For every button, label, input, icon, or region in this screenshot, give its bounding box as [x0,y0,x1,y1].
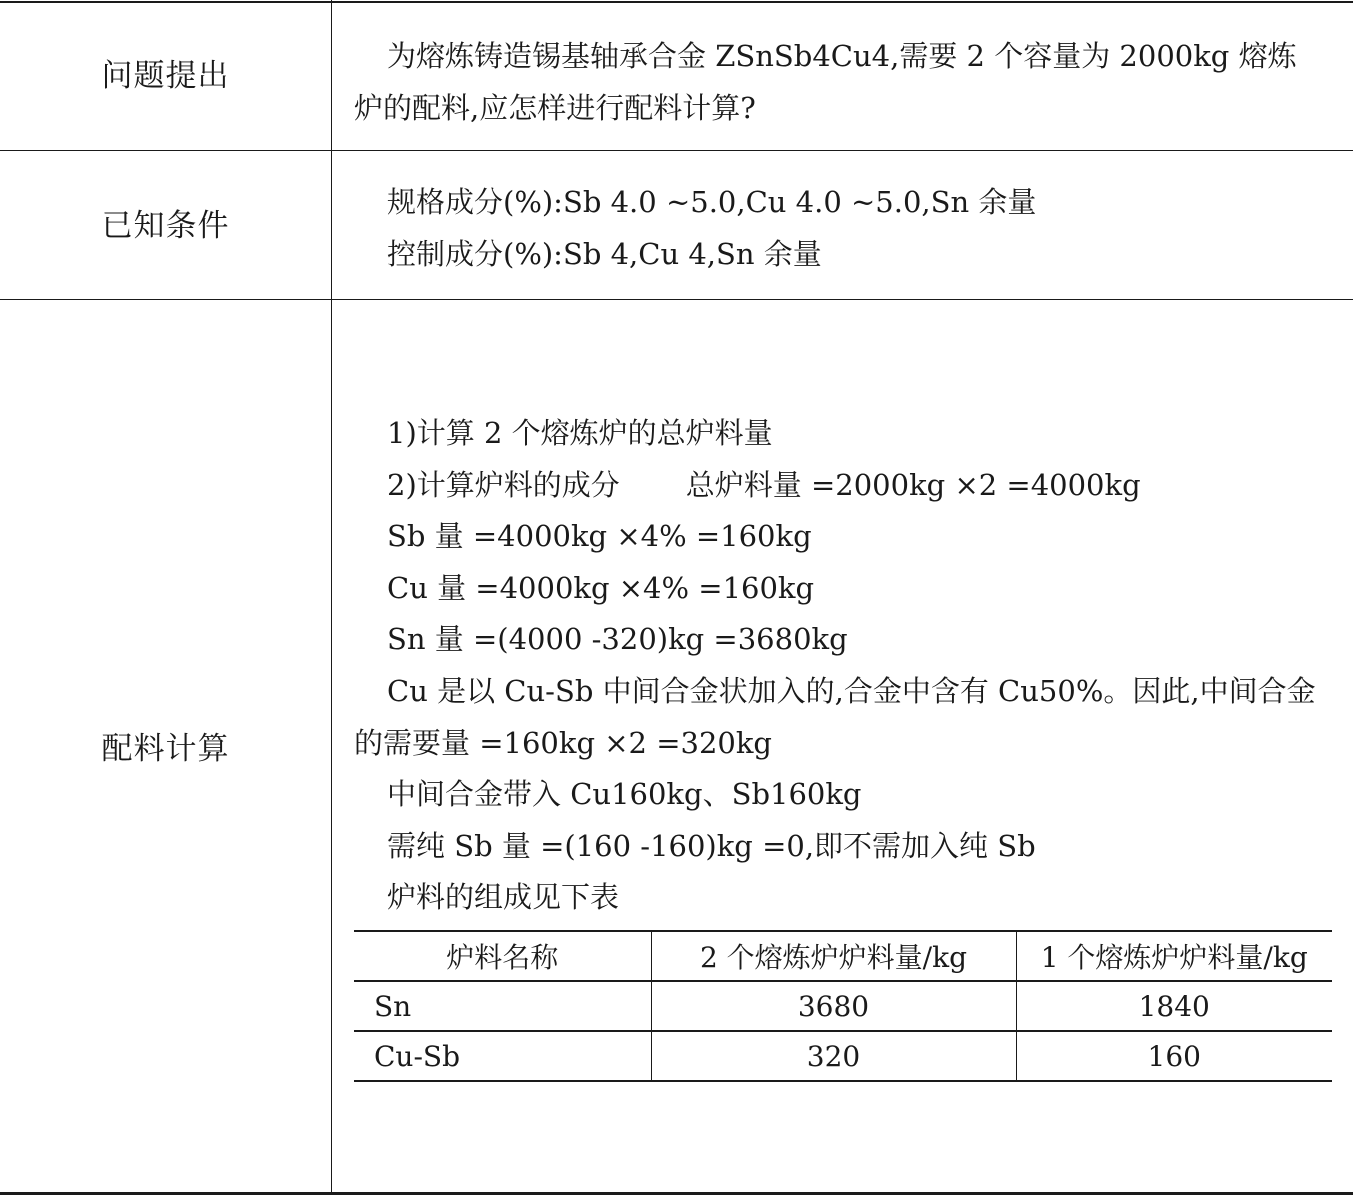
control-composition: 控制成分(%):Sb 4,Cu 4,Sn 余量 [387,237,822,271]
row-label-problem: 问题提出 [101,58,230,94]
problem-line-2: 炉的配料,应怎样进行配料计算? [354,91,756,125]
material-name: Cu-Sb [354,1031,651,1081]
table-header-row [354,931,1332,981]
problem-text [354,30,1334,134]
column-header-material: 炉料名称 [354,931,651,981]
row-divider [0,299,1353,300]
sb-amount: Sb 量 =4000kg ×4% =160kg [387,519,812,554]
problem-line-1: 为熔炼铸造锡基轴承合金 ZSnSb4Cu4,需要 2 个容量为 2000kg 熔炼 [387,39,1297,73]
step-2: 2)计算炉料的成分 [387,467,620,502]
column-header-two-furnaces: 2 个熔炼炉炉料量/kg [651,931,1016,981]
sn-amount: Sn 量 =(4000 -320)kg =3680kg [387,622,848,657]
charge-composition-table [354,930,1332,1082]
pure-sb-needed: 需纯 Sb 量 =(160 -160)kg =0,即不需加入纯 Sb [387,828,1036,863]
one-furnace-amount: 1840 [1016,981,1332,1031]
spec-composition: 规格成分(%):Sb 4.0 ~5.0,Cu 4.0 ~5.0,Sn 余量 [387,185,1037,219]
two-furnace-amount: 320 [651,1031,1016,1081]
table-row [354,1031,1332,1081]
column-header-one-furnace: 1 个熔炼炉炉料量/kg [1016,931,1332,981]
row-divider [0,150,1353,151]
table-row [354,981,1332,1031]
one-furnace-amount: 160 [1016,1031,1332,1081]
two-furnace-amount: 3680 [651,981,1016,1031]
master-alloy-brings: 中间合金带入 Cu160kg、Sb160kg [387,777,862,812]
table-top-border [0,1,1353,3]
column-divider [331,0,332,1194]
table-intro: 炉料的组成见下表 [387,880,620,915]
calculation-body [354,408,1334,924]
known-conditions [354,176,1334,280]
master-alloy-paragraph: Cu 是以 Cu-Sb 中间合金状加入的,合金中含有 Cu50%。因此,中间合金的需要量 =160kg ×2 =320kg [354,673,1316,760]
total-charge: 总炉料量 =2000kg ×2 =4000kg [685,467,1141,502]
material-name: Sn [354,981,651,1031]
table-bottom-border [0,1192,1353,1195]
step-1: 1)计算 2 个熔炼炉的总炉料量 [387,416,773,450]
row-label-known: 已知条件 [101,208,230,244]
step-2-line [354,460,1334,512]
row-label-calc: 配料计算 [101,731,230,767]
cu-amount: Cu 量 =4000kg ×4% =160kg [387,570,815,605]
